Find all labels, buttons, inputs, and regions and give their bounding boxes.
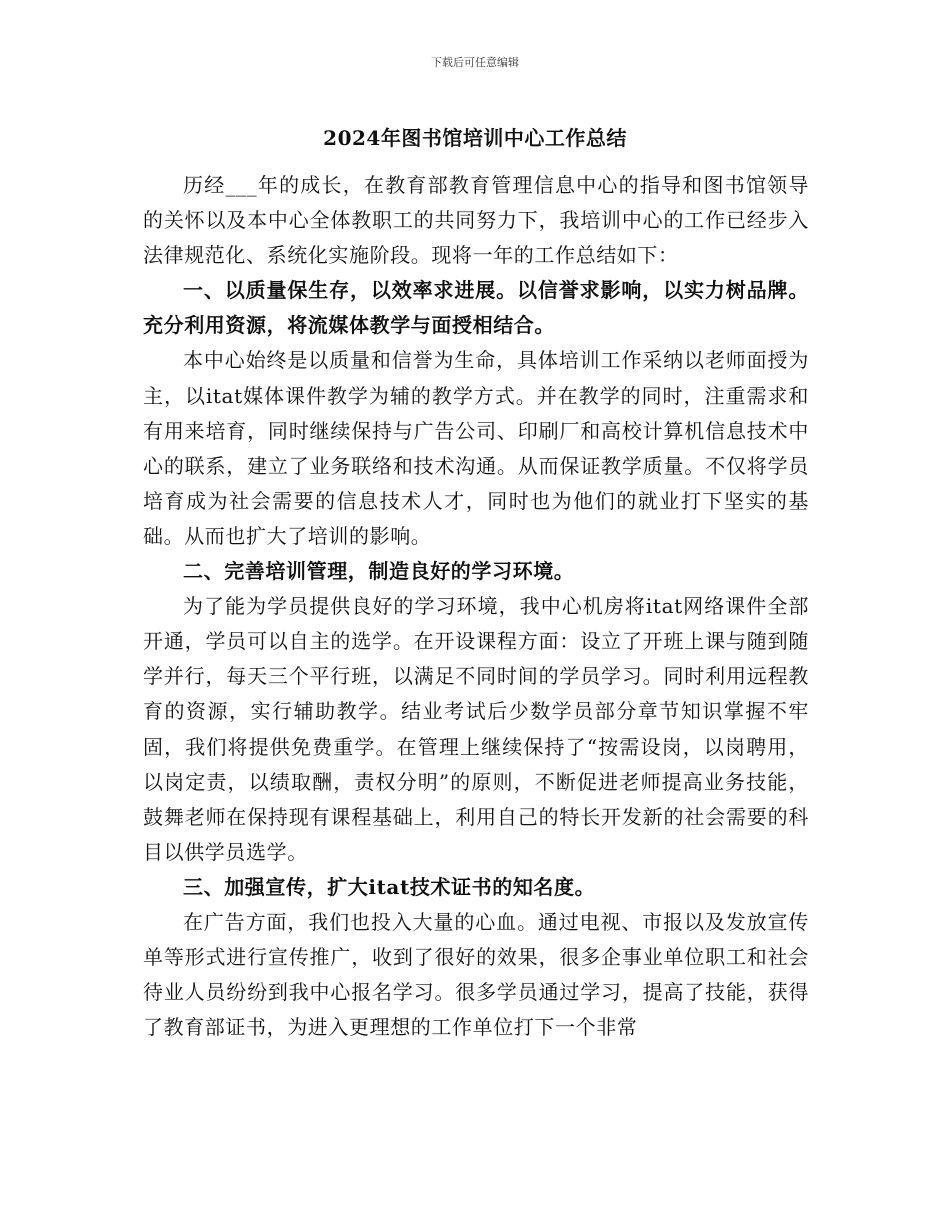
paragraph-section-1: 本中心始终是以质量和信誉为生命，具体培训工作采纳以老师面授为主，以itat媒体课件教学为辅的教学方式。并在教学的同时，注重需求和有用来培育，同时继续保持与广告公司、印刷厂和高校计算机信息技术中心的联系，建立了业务联络和技术沟通。从而保证教学质量。不仅将学员培育成为社会需要的信息技术人才，同时也为他们的就业打下坚实的基础。从而也扩大了培训的影响。 xyxy=(143,348,809,548)
download-note: 下载后可任意编辑 xyxy=(431,56,519,69)
paragraph-section-2: 为了能为学员提供良好的学习环境，我中心机房将itat网络课件全部开通，学员可以自主的选学。在开设课程方面：设立了开班上课与随到随学并行，每天三个平行班，以满足不同时间的学员学习。同时利用远程教育的资源，实行辅助教学。结业考试后少数学员部分章节知识掌握不牢固，我们将提供免费重学。在管理上继续保持了“按需设岗，以岗聘用，以岗定责，以绩取酬，责权分明”的原则，不断促进老师提高业务技能，鼓舞老师在保持现有课程基础上，利用自己的特长开发新的社会需要的科目以供学员选学。 xyxy=(143,594,809,864)
paragraph-intro: 历经___年的成长，在教育部教育管理信息中心的指导和图书馆领导的关怀以及本中心全体教职工的共同努力下，我培训中心的工作已经步入法律规范化、系统化实施阶段。现将一年的工作总结如下： xyxy=(143,173,809,268)
document-body xyxy=(143,168,809,1045)
document-title: 2024年图书馆培训中心工作总结 xyxy=(323,126,627,150)
section-heading-3: 三、加强宣传，扩大itat技术证书的知名度。 xyxy=(183,874,596,899)
section-heading-1: 一、以质量保生存，以效率求进展。以信誉求影响，以实力树品牌。充分利用资源，将流媒体教学与面授相结合。 xyxy=(143,278,809,338)
section-heading-2: 二、完善培训管理，制造良好的学习环境。 xyxy=(183,559,575,584)
paragraph-section-3: 在广告方面，我们也投入大量的心血。通过电视、市报以及发放宣传单等形式进行宣传推广，收到了很好的效果，很多企事业单位职工和社会待业人员纷纷到我中心报名学习。很多学员通过学习，提高了技能，获得了教育部证书，为进入更理想的工作单位打下一个非常 xyxy=(143,909,809,1040)
